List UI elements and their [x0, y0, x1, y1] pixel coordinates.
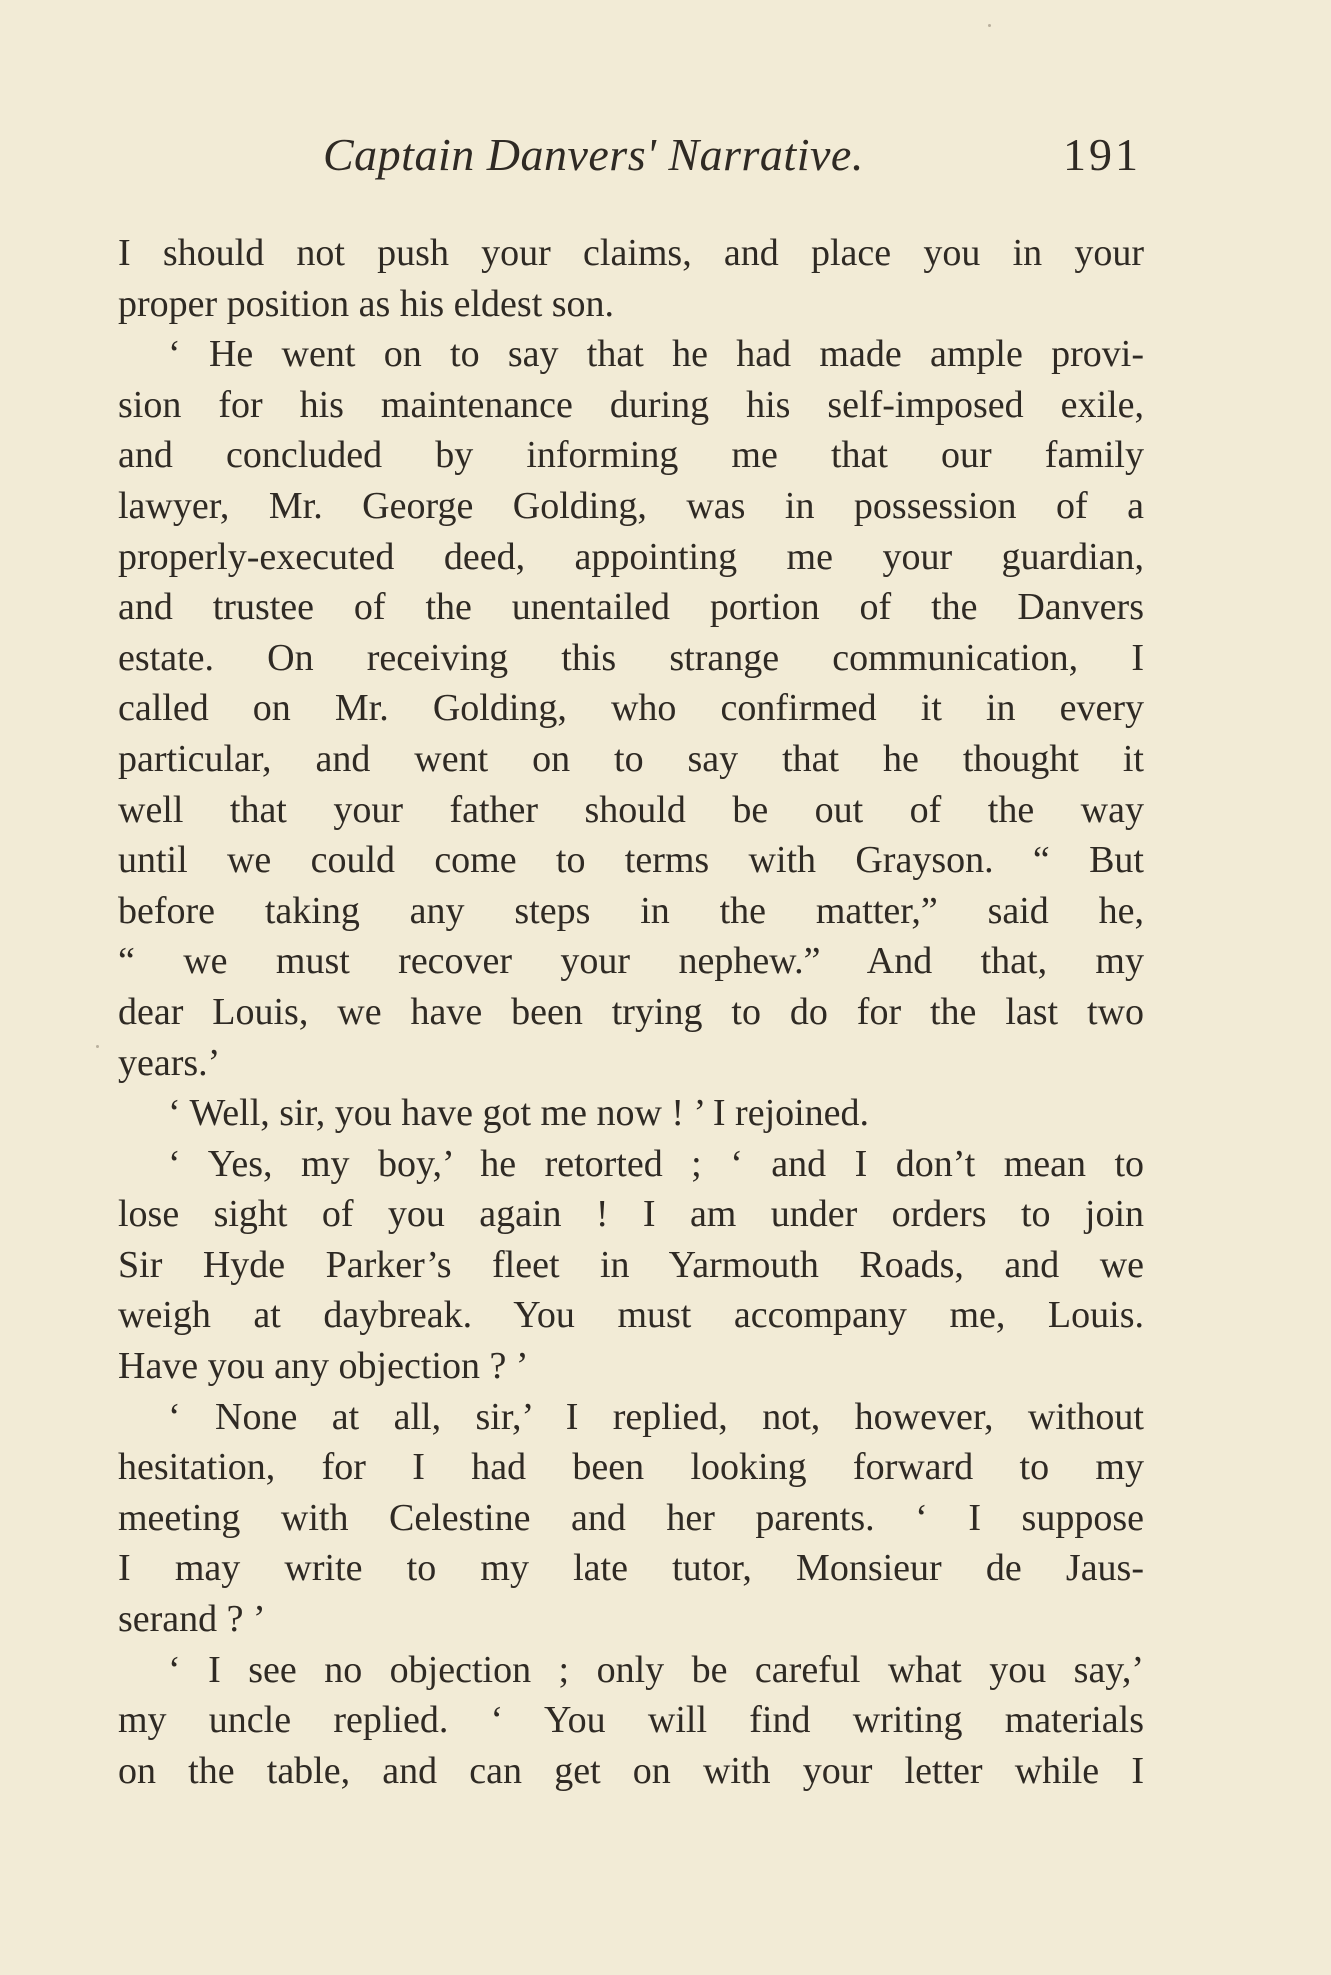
text-line: called on Mr. Golding, who confirmed it in every [118, 687, 1144, 730]
paper-speck [96, 1045, 99, 1048]
text-line: serand ? ’ [118, 1598, 266, 1641]
text-line: well that your father should be out of the way [118, 788, 1144, 831]
text-line: hesitation, for I had been looking forward to my [118, 1446, 1144, 1489]
text-line: proper position as his eldest son. [118, 282, 615, 325]
text-line: years.’ [118, 1041, 221, 1084]
text-line: “ we must recover your nephew.” And that, my [118, 940, 1144, 983]
text-line: ‘ He went on to say that he had made ample provi- [168, 333, 1144, 376]
text-line: Have you any objection ? ’ [118, 1345, 529, 1388]
text-line: ‘ Well, sir, you have got me now ! ’ I rejoined. [168, 1092, 870, 1135]
text-line: ‘ Yes, my boy,’ he retorted ; ‘ and I don’t mean to [168, 1142, 1144, 1185]
text-line: I should not push your claims, and place you in your [118, 232, 1144, 274]
text-line: sion for his maintenance during his self-imposed exile, [118, 383, 1144, 426]
body-text [118, 228, 1144, 1796]
text-line: dear Louis, we have been trying to do for the last two [118, 990, 1144, 1033]
text-line: lose sight of you again ! I am under orders to join [118, 1193, 1144, 1236]
text-line: and concluded by informing me that our family [118, 434, 1144, 477]
text-line: Sir Hyde Parker’s fleet in Yarmouth Roads, and we [118, 1243, 1144, 1286]
text-line: before taking any steps in the matter,” said he, [118, 889, 1144, 932]
text-line: ‘ I see no objection ; only be careful what you say,’ [168, 1648, 1144, 1691]
text-line: my uncle replied. ‘ You will find writing materials [118, 1699, 1144, 1742]
text-line: lawyer, Mr. George Golding, was in possession of a [118, 484, 1144, 527]
text-line: particular, and went on to say that he thought it [118, 737, 1144, 780]
text-line: weigh at daybreak. You must accompany me, Louis. [118, 1294, 1144, 1337]
text-line: and trustee of the unentailed portion of the Danvers [118, 586, 1144, 629]
running-title: Captain Danvers' Narrative. [323, 129, 864, 180]
text-line: until we could come to terms with Grayson. “ But [118, 839, 1144, 882]
text-line: meeting with Celestine and her parents. ‘ I suppose [118, 1496, 1144, 1539]
text-line: estate. On receiving this strange communication, I [118, 636, 1144, 679]
text-line: on the table, and can get on with your letter while I [118, 1749, 1144, 1792]
page-header [118, 128, 1141, 188]
page-number: 191 [1063, 129, 1141, 180]
paper-speck [988, 24, 991, 27]
text-line: properly-executed deed, appointing me your guardian, [118, 535, 1144, 578]
text-line: ‘ None at all, sir,’ I replied, not, however, without [168, 1395, 1144, 1438]
text-line: I may write to my late tutor, Monsieur de Jaus- [118, 1547, 1144, 1590]
